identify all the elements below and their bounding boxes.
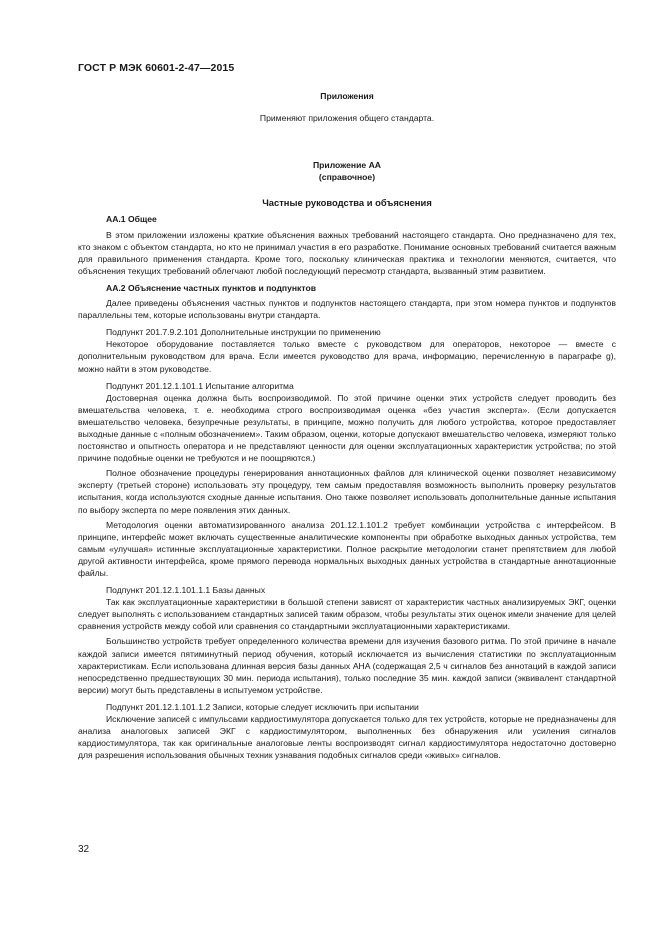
page-number: 32 [78,844,90,855]
section-aa1-title: AA.1 Общее [106,214,157,225]
subclause-201-12-1-101-1-2-paragraph: Исключение записей с импульсами кардиостимулятора допускается только для тех устройств, которые не предназначены для анализа аналоговых записей ЭКГ с кардиостимулятором, выполненных без обнаружения или усиления сигналов кардиостимулятора, так как оригинальные аналоговые ленты воспроизводят сигнал кардиостимулятора недостаточно достоверно для разрешения использования обычных техник узнавания подобных сигналов среди «живых» сигналов. [78,714,616,761]
subclause-201-12-1-101-1-1-paragraph-2: Большинство устройств требует определенного количества времени для изучения базового ритма. По этой причине в начале каждой записи имеется пятиминутный период обучения, который исключается из вычисления статистики по эксплуатационным характеристикам. Если использована длинная версия базы данных AHA (содержащая 2,5 ч сигналов без аннотаций в каждой записи непосредственно предшествующих 30 мин. периода испытания), только последние 35 мин. каждой записи (эквивалент стандартной версии) могут быть представлены в испытуемом устройстве. [78,636,616,695]
page-content [78,90,616,761]
section-aa1-paragraph: В этом приложении изложены краткие объяснения важных требований настоящего стандарта. Оно предназначено для тех, кто знаком с объектом стандарта, но кто не принимал участия в его разработке. Понимание основных требований считается важным для правильного применения стандарта. Кроме того, поскольку клиническая практика и технологии меняются, считается, что объяснения текущих требований облегчают любой последующий пересмотр стандарта, вызванный этим развитием. [78,229,616,276]
subclause-201-12-1-101-1-1-paragraph-1: Так как эксплуатационные характеристики в большой степени зависят от характеристик частных анализируемых ЭКГ, оценки следует выполнять с использованием стандартных записей таким образом, чтобы результаты этих оценок имели значение для целей сравнения устройств между собой или сравнения со стандартными эксплуатационными характеристиками. [78,597,616,632]
annex-aa-heading: Частные руководства и объяснения [262,197,432,209]
subclause-201-12-1-101-1-paragraph-1: Достоверная оценка должна быть воспроизводимой. По этой причине оценки этих устройств следует проводить без вмешательства человека, т. е. необходима строго воспроизводимая оценка «без участия эксперта». (Если допускается вмешательство человека, безупречные результаты, в принципе, можно получить для любого устройства, которое предоставляет выходные данные с «полным обозначением». Таким образом, оценки, которые допускают вмешательство человека, измеряют только постоянство и опытность оператора и не представляют ценности для оценки эксплуатационных характеристик устройства; по этой причине подобные оценки не требуются и не поощряются.) [78,392,616,464]
section-aa2-title: AA.2 Объяснение частных пунктов и подпунктов [106,282,316,293]
subclause-201-7-9-2-101-paragraph: Некоторое оборудование поставляется только вместе с руководством для операторов, некоторое — вместе с дополнительным руководством для врача. Если имеется руководство для врача, информацию, перечисленную в параграфе g), можно найти в этом руководстве. [78,339,616,374]
subclause-201-12-1-101-1-paragraph-2: Полное обозначение процедуры генерирования аннотационных файлов для клинической оценки позволяет независимому эксперту (третьей стороне) использовать эту процедуру, тем самым предоставляя возможность выполнить проверку результатов испытания, когда используются сходные данные испытания. Оно также позволяет использовать дополнительные данные испытания по выбору эксперта по мере появления этих данных. [78,468,616,515]
subclause-201-12-1-101-1-title: Подпункт 201.12.1.101.1 Испытание алгоритма [106,380,294,391]
annexes-note: Применяют приложения общего стандарта. [259,113,435,124]
subclause-201-12-1-101-1-1-title: Подпункт 201.12.1.101.1.1 Базы данных [106,585,266,596]
standard-header: ГОСТ Р МЭК 60601-2-47—2015 [78,62,235,74]
annexes-title: Приложения [320,91,374,101]
subclause-201-12-1-101-1-paragraph-3: Методология оценки автоматизированного анализа 201.12.1.101.2 требует комбинации устройства с интерфейсом. В принципе, интерфейс может включать существенные аналитические компоненты при обработке выходных данных устройства, тем самым «улучшая» истинные эксплуатационные характеристики. Полное раскрытие методологии станет препятствием для любой другой активности интерфейса, кроме прямого перевода нормальных выходных данных устройства в стандартные аннотационные файлы. [78,519,616,578]
annex-aa-subtitle: (справочное) [318,172,376,183]
section-aa2-paragraph: Далее приведены объяснения частных пунктов и подпунктов настоящего стандарта, при этом номера пунктов и подпунктов параллельны тем, которые использованы внутри стандарта. [78,298,616,321]
subclause-201-12-1-101-1-2-title: Подпункт 201.12.1.101.1.2 Записи, которые следует исключить при испытании [106,701,419,712]
annex-aa-title: Приложение AA [312,160,381,171]
subclause-201-7-9-2-101-title: Подпункт 201.7.9.2.101 Дополнительные инструкции по применению [106,327,381,338]
